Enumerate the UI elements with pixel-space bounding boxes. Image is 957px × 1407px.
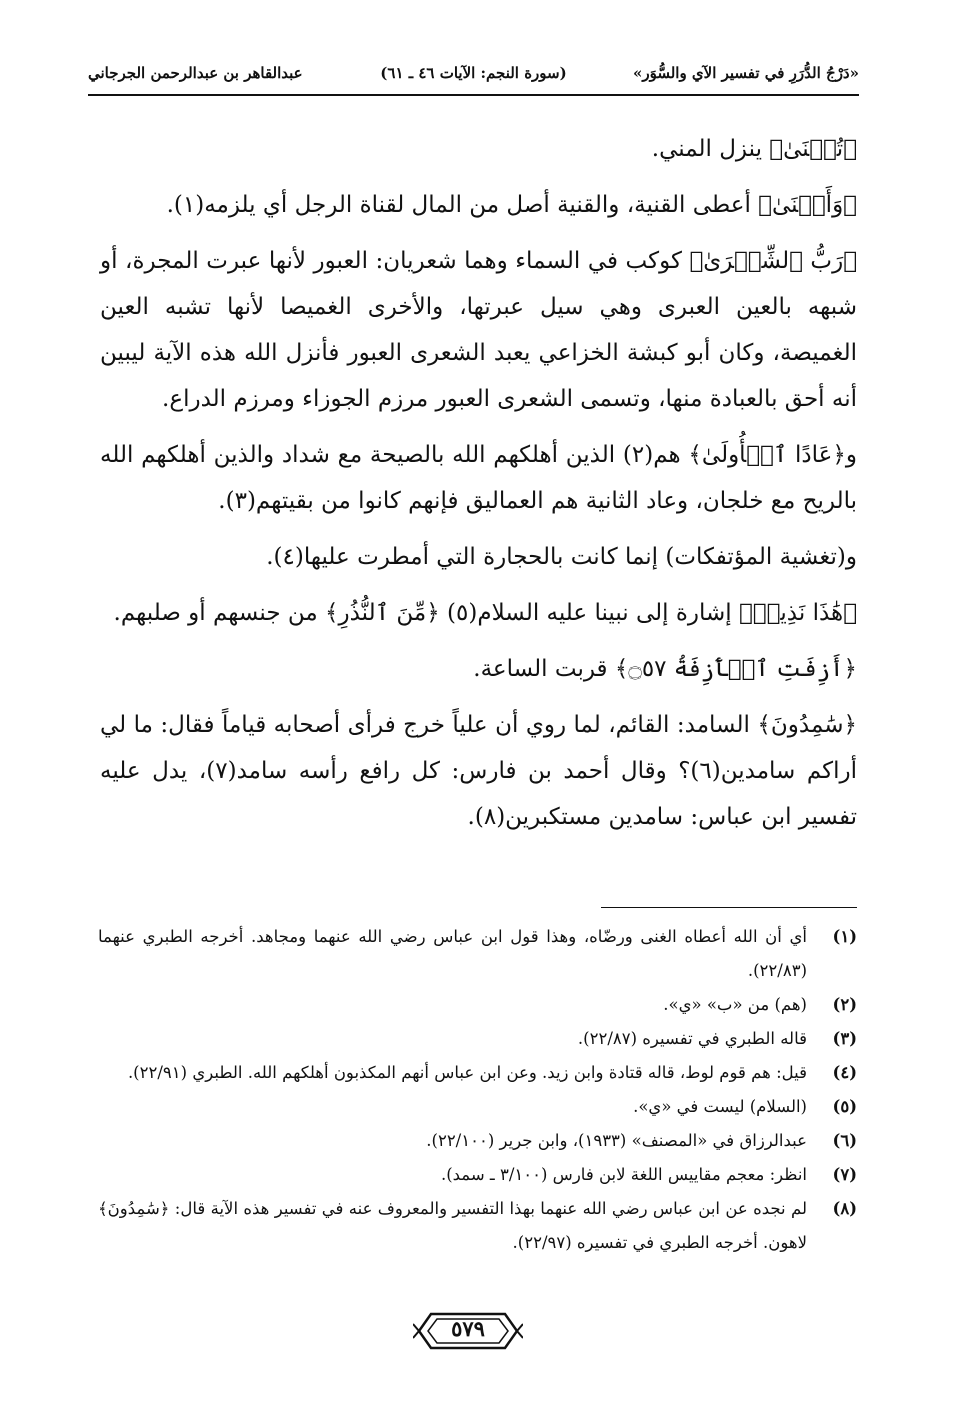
paragraph: ﴿تُمۡنَىٰ﴾ ينزل المني. [651,136,857,162]
page-number-ornament [413,1306,523,1356]
footnote-text: أي أن الله أعطاه الغنى ورضّاه، وهذا قول ابن عباس رضي الله عنهما ومجاهد. أخرجه الطبري عنهما (٢٢/٨٣). [98,927,807,980]
footnote [98,1158,857,1192]
header-divider [88,94,859,96]
footnote-number: (٨) [832,1199,857,1218]
footnote [98,1090,857,1124]
main-text [100,126,857,840]
footnote-number: (٧) [832,1165,857,1184]
footnote-number: (١) [832,927,857,946]
footnote-text: قاله الطبري في تفسيره (٢٢/٨٧). [577,1029,807,1048]
paragraph: ﴿رَبُّ ٱلشِّعۡرَىٰ﴾ كوكب في السماء وهما شعريان: العبور لأنها عبرت المجرة، أو شبهه بالعين العبرى وهي سيل عبرتها، والأخرى الغميصا لأنها تشبه العين الغميصة، وكان أبو كبشة الخزاعي يعبد الشعرى العبور فأنزل الله هذه الآية ليبين أنه أحق بالعبادة منها، وتسمى الشعرى العبور مرزم الجوزاء ومرزم الدراع. [100,248,857,412]
paragraph: ﴿أَزِفَتِ ٱلۡأٓزِفَةُ ۝٥٧﴾ قربت الساعة. [473,656,857,682]
running-header [88,60,859,90]
footnote [98,1192,857,1260]
header-surah-range: (سورة النجم: الآيات ٤٦ ـ ٦١) [380,64,567,82]
footnote [98,988,857,1022]
footnote [98,1056,857,1090]
footnote-number: (٣) [832,1029,857,1048]
footnote-text: (السلام) ليست في «ي». [633,1097,807,1116]
footnote [98,1022,857,1056]
paragraph: ﴿وَأَقۡنَىٰ﴾ أعطى القنية، والقنية أصل من المال لقناة الرجل أي يلزمه(١). [166,192,857,218]
paragraph: و﴿عَادًا ٱلۡأُولَىٰ﴾ هم(٢) الذين أهلكهم الله بالصيحة مع شداد والذين أهلكهم الله بالريح مع خلجان، وعاد الثانية هم العماليق فإنهم كانوا من بقيتهم(٣). [100,442,857,514]
footnote-number: (٥) [832,1097,857,1116]
footnote-number: (٦) [832,1131,857,1150]
page-number: ٥٧٩ [451,1316,485,1341]
footnote-text: قيل: هم قوم لوط، قاله قتادة وابن زيد. وعن ابن عباس أنهم المكذبون أهلكهم الله. الطبري (٢٢/٩١). [127,1063,807,1082]
footnotes [98,920,857,1260]
footnote-text: عبدالرزاق في «المصنف» (١٩٣٣)، وابن جرير (٢٢/١٠٠). [426,1131,807,1150]
header-author: عبدالقاهر بن عبدالرحمن الجرجاني [88,64,303,82]
footnote-number: (٢) [832,995,857,1014]
footnote [98,1124,857,1158]
paragraph: ﴿هَٰذَا نَذِيرٞ﴾ إشارة إلى نبينا عليه السلام(٥) ﴿مِّنَ ٱلنُّذُرِ﴾ من جنسهم أو صلبهم. [113,600,857,626]
footnote-text: لم نجده عن ابن عباس رضي الله عنهما بهذا التفسير والمعروف عنه في تفسير هذه الآية قال: ﴿سَٰمِدُونَ﴾ لاهون. أخرجه الطبري في تفسيره (٢٢/٩٧). [98,1199,807,1252]
header-book-title: «دَرْجُ الدُّرَرِ في تفسير الآي والسُّوَر» [632,64,859,82]
footnote-number: (٤) [832,1063,857,1082]
footnote-text: انظر: معجم مقاييس اللغة لابن فارس (٣/١٠٠ ـ سمد). [440,1165,807,1184]
paragraph: ﴿سَٰمِدُونَ﴾ السامد: القائم، لما روي أن علياً خرج فرأى أصحابه قياماً فقال: ما لي أراكم سامدين(٦)؟ وقال أحمد بن فارس: كل رافع رأسه سامد(٧)، يدل عليه تفسير ابن عباس: سامدين مستكبرين(٨). [100,712,857,830]
footnote-divider [601,907,857,908]
paragraph: و(تغشية المؤتفكات) إنما كانت بالحجارة التي أمطرت عليها(٤). [266,544,857,570]
footnote-text: (هم) من «ب» «ي». [663,995,807,1014]
footnote [98,920,857,988]
